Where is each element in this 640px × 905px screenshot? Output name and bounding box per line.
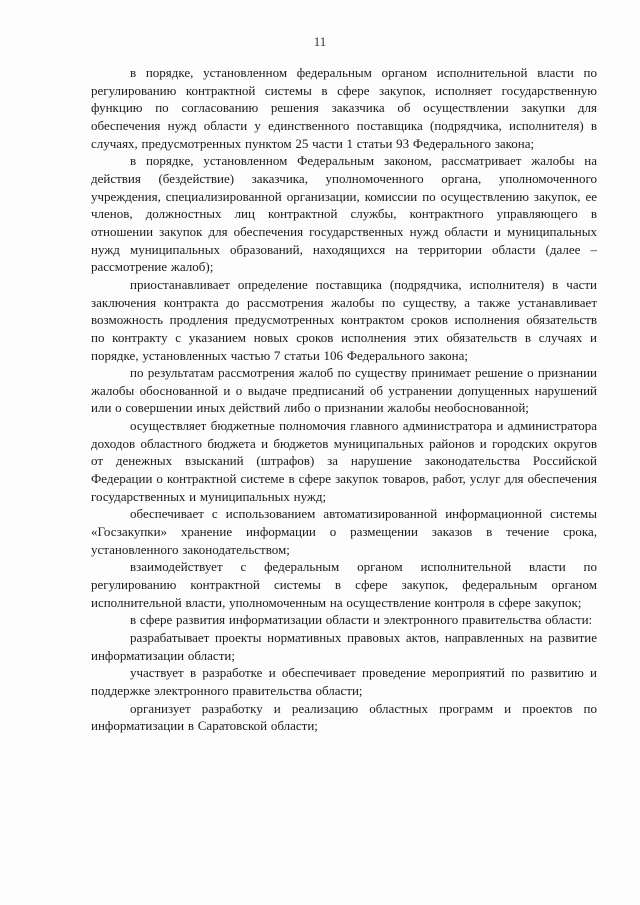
paragraph: разрабатывает проекты нормативных правовых актов, направленных на развитие информатизации области; [91, 630, 597, 663]
paragraph: приостанавливает определение поставщика (подрядчика, исполнителя) в части заключения контракта до рассмотрения жалобы по существу, а также устанавливает возможность продления предусмотренных контрактом сроков исполнения обязательств по контракту с указанием новых сроков исполнения этих обязательств в случаях и порядке, установленных частью 7 статьи 106 Федерального закона; [91, 276, 597, 363]
paragraph: в порядке, установленном Федеральным законом, рассматривает жалобы на действия (бездействие) заказчика, уполномоченного органа, уполномоченного учреждения, специализированной организации, комиссии по осуществлению закупок, ее членов, должностных лиц контрактной службы, контрактного управляющего в отношении закупок для обеспечения государственных нужд области и муниципальных нужд муниципальных образований, находящихся на территории области (далее – рассмотрение жалоб); [91, 153, 597, 275]
paragraph: в порядке, установленном федеральным органом исполнительной власти по регулированию контрактной системы в сфере закупок, исполняет государственную функцию по согласованию решения заказчика об осуществлении закупки для обеспечения нужд области у единственного поставщика (подрядчика, исполнителя) в случаях, предусмотренных пунктом 25 части 1 статьи 93 Федерального закона; [91, 65, 597, 151]
paragraph: обеспечивает с использованием автоматизированной информационной системы «Госзакупки» хранение информации о размещении заказов в течение срока, установленного законодательством; [91, 506, 597, 557]
paragraph: в сфере развития информатизации области и электронного правительства области: [130, 612, 593, 628]
paragraph: организует разработку и реализацию областных программ и проектов по информатизации в Саратовской области; [91, 700, 597, 734]
paragraph: осуществляет бюджетные полномочия главного администратора и администратора доходов областного бюджета и бюджетов муниципальных районов и городских округов от денежных взысканий (штрафов) за нарушение законодательства Российской Федерации о контрактной системе в сфере закупок товаров, работ, услуг для обеспечения государственных и муниципальных нужд; [91, 418, 597, 504]
paragraph: участвует в разработке и обеспечивает проведение мероприятий по развитию и поддержке электронного правительства области; [91, 665, 597, 698]
paragraph: по результатам рассмотрения жалоб по существу принимает решение о признании жалобы обоснованной и о выдаче предписаний об устранении допущенных нарушений или о совершении иных действий либо о признании жалобы необоснованной; [91, 365, 597, 416]
paragraph: взаимодействует с федеральным органом исполнительной власти по регулированию контрактной системы в сфере закупок, федеральным органом исполнительной власти, уполномоченным на осуществление контроля в сфере закупок; [91, 559, 597, 610]
page-number: 11 [313, 34, 327, 49]
document-body [91, 64, 597, 735]
